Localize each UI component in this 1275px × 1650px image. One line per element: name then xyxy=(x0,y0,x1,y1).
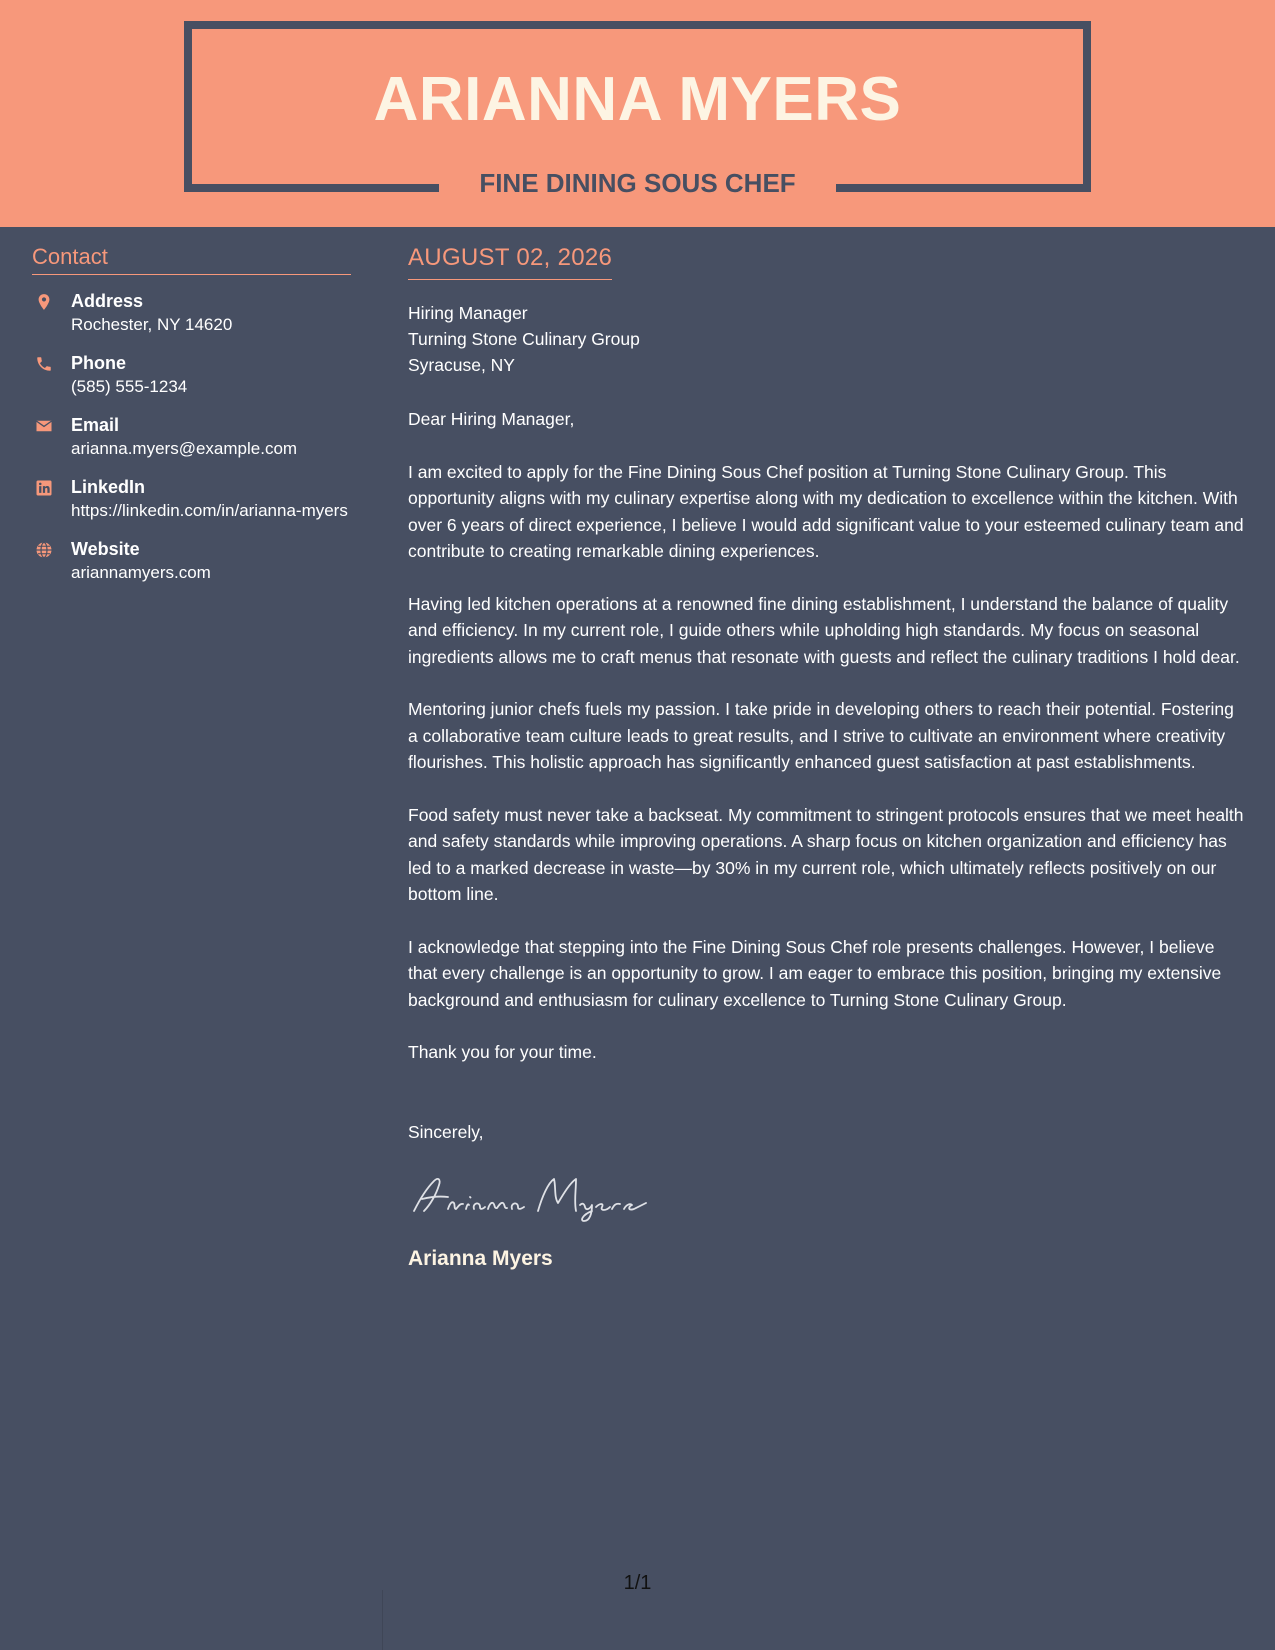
header-banner xyxy=(0,0,1275,227)
handwritten-signature xyxy=(408,1167,668,1223)
envelope-icon xyxy=(35,417,53,435)
map-pin-icon xyxy=(35,293,53,311)
letter-paragraph: Mentoring junior chefs fuels my passion. I take pride in developing others to reach their potential. Fostering a collaborative team culture leads to great results, and I strive to cultivate an environment where creativity flourishes. This holistic approach has significantly enhanced guest satisfaction at past establishments. xyxy=(408,699,1234,772)
contact-heading: Contact xyxy=(32,243,351,275)
contact-label: Address xyxy=(71,291,144,311)
contact-value: ariannamyers.com xyxy=(71,563,211,582)
contact-item-address xyxy=(32,289,351,337)
contact-item-email xyxy=(32,413,351,461)
contact-label: Email xyxy=(71,415,120,435)
contact-value: Rochester, NY 14620 xyxy=(71,315,233,334)
recipient-block xyxy=(408,300,1245,378)
linkedin-icon xyxy=(35,479,53,497)
letter-paragraph: Thank you for your time. xyxy=(408,1042,597,1062)
letter-paragraph: I acknowledge that stepping into the Fine Dining Sous Chef role presents challenges. However, I believe that every challenge is an opportunity to grow. I am eager to embrace this position, bringing my extensive background and enthusiasm for culinary excellence to Turning Stone Culinary Group. xyxy=(408,936,1222,1010)
contact-label: Phone xyxy=(71,353,127,373)
letter-body xyxy=(408,243,1245,1273)
letter-paragraph: Food safety must never take a backseat. My commitment to stringent protocols ensures that we meet health and safety standards while improving operations. A sharp focus on kitchen organization and efficiency has led to a marked decrease in waste—by 30% in my current role, which ultimately reflects positively on our bottom line. xyxy=(408,804,1244,904)
applicant-name: ARIANNA MYERS xyxy=(373,65,902,134)
contact-label: Website xyxy=(71,539,140,559)
contact-value: (585) 555-1234 xyxy=(71,377,188,396)
column-divider xyxy=(382,1590,383,1650)
letter-paragraph: Having led kitchen operations at a renowned fine dining establishment, I understand the balance of quality and efficiency. In my current role, I guide others while upholding high standards. My focus on seasonal ingredients allows me to craft menus that resonate with guests and reflect the culinary traditions I hold dear. xyxy=(408,593,1240,667)
contact-label: LinkedIn xyxy=(71,477,146,497)
contact-item-linkedin xyxy=(32,475,351,523)
globe-icon xyxy=(35,541,53,559)
letter-date: AUGUST 02, 2026 xyxy=(408,244,613,271)
contact-sidebar xyxy=(32,243,351,599)
letter-paragraph: I am excited to apply for the Fine Dining Sous Chef position at Turning Stone Culinary Group. This opportunity aligns with my culinary expertise along with my dedication to excellence within the kitchen. With over 6 years of direct experience, I believe I would add significant value to your esteemed culinary team and contribute to creating remarkable dining experiences. xyxy=(408,461,1244,561)
contact-item-phone xyxy=(32,351,351,399)
contact-value: arianna.myers@example.com xyxy=(71,439,298,458)
page-number: 1/1 xyxy=(623,1572,652,1594)
recipient-line: Syracuse, NY xyxy=(408,355,515,375)
closing: Sincerely, xyxy=(408,1121,484,1142)
recipient-line: Turning Stone Culinary Group xyxy=(408,329,640,349)
job-title: FINE DINING SOUS CHEF xyxy=(479,168,796,198)
salutation: Dear Hiring Manager, xyxy=(408,409,575,429)
signer-name: Arianna Myers xyxy=(408,1246,553,1270)
date-block xyxy=(408,243,612,280)
phone-icon xyxy=(35,355,53,373)
recipient-line: Hiring Manager xyxy=(408,303,528,323)
contact-item-website xyxy=(32,537,351,585)
contact-value: https://linkedin.com/in/arianna-myers xyxy=(71,501,348,520)
